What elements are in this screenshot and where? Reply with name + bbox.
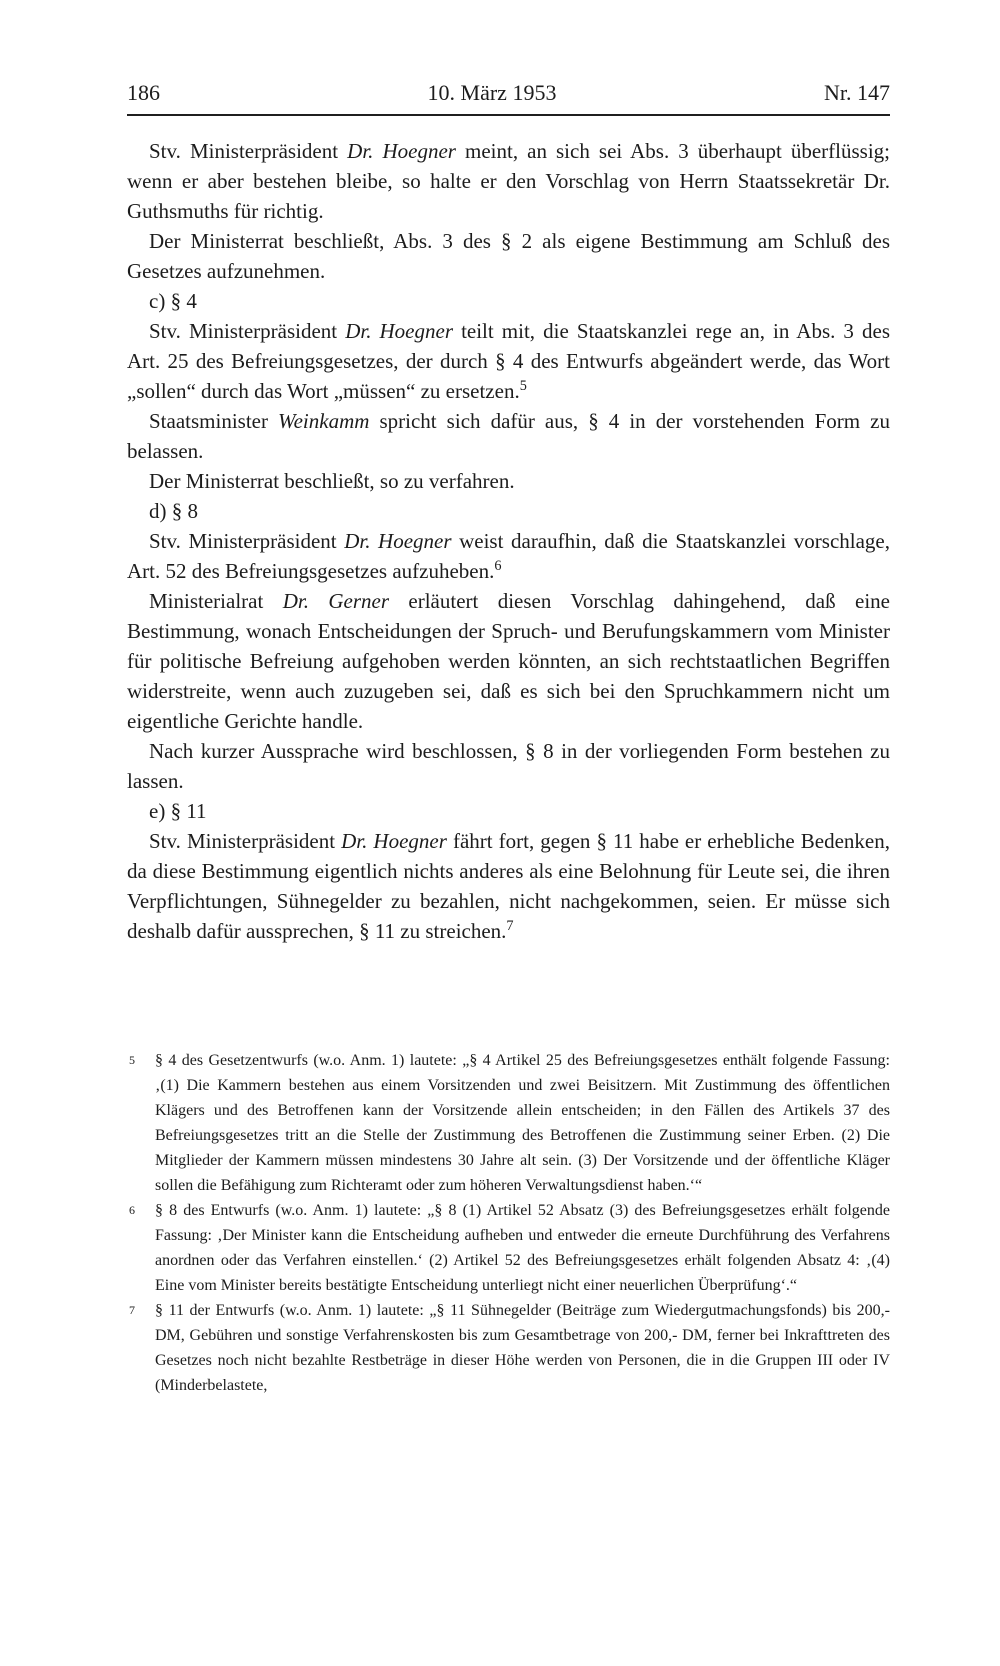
paragraph-text: Stv. Ministerpräsident (149, 139, 348, 163)
section-heading-d (127, 496, 890, 526)
paragraph-text: Stv. Ministerpräsident (149, 829, 342, 853)
paragraph-text: Stv. Ministerpräsident (149, 529, 345, 553)
footnote-5 (127, 1048, 890, 1198)
speaker-name: Dr. Hoegner (344, 529, 452, 553)
paragraph-text: Der Ministerrat beschließt, so zu verfahren. (149, 469, 515, 493)
paragraph-text: Nach kurzer Aussprache wird beschlossen, § 8 in der vorliegenden Form bestehen zu lassen. (127, 739, 890, 793)
paragraph (127, 466, 890, 496)
header-date: 10. März 1953 (427, 80, 557, 105)
paragraph-text: Der Ministerrat beschließt, Abs. 3 des § 2 als eigene Bestimmung am Schluß des Gesetzes aufzunehmen. (127, 229, 890, 283)
page-number: 186 (127, 80, 160, 105)
speaker-name: Dr. Hoegner (341, 829, 447, 853)
paragraph-text: weist daraufhin, daß die Staatskanzlei vorschlage, Art. 52 des Befreiungsgesetzes aufzuheben. (127, 529, 890, 583)
paragraph-text: spricht sich dafür aus, § 4 in der vorstehenden Form zu belassen. (127, 409, 890, 463)
paragraph-text: Staatsminister (149, 409, 279, 433)
footnote-ref-7: 7 (506, 918, 514, 934)
header-rule (127, 114, 890, 116)
section-heading-e (127, 796, 890, 826)
paragraph-text: erläutert diesen Vorschlag dahingehend, daß eine Bestimmung, wonach Entscheidungen der Spruch- und Berufungskammern vom Minister für politische Befreiung aufgehoben werden könnten, an sich rechtstaatlichen Begriffen widerstreite, wenn auch zuzugeben sei, daß es sich bei den Spruchkammern nicht um eigentliche Gerichte handle. (127, 589, 890, 733)
paragraph-text: fährt fort, gegen § 11 habe er erhebliche Bedenken, da diese Bestimmung eigentlich nichts anderes als eine Belohnung für Leute sei, die ihren Verpflichtungen, Sühnegelder zu bezahlen, nicht nachgekommen, seien. Er müsse sich deshalb dafür aussprechen, § 11 zu streichen. (127, 829, 890, 943)
paragraph (127, 226, 890, 286)
speaker-name: Dr. Gerner (282, 589, 389, 613)
paragraph (127, 586, 890, 736)
speaker-name: Dr. Hoegner (347, 139, 456, 163)
paragraph-text: Stv. Ministerpräsident (149, 319, 346, 343)
speaker-name: Dr. Hoegner (345, 319, 453, 343)
footnote-marker: 5 (129, 1053, 135, 1067)
main-text (127, 136, 890, 946)
paragraph-text: teilt mit, die Staatskanzlei rege an, in Abs. 3 des Art. 25 des Befreiungsgesetzes, der durch § 4 des Entwurfs abgeändert werde, das Wort „sollen“ durch das Wort „müssen“ zu ersetzen. (127, 319, 890, 403)
speaker-name: Weinkamm (278, 409, 370, 433)
paragraph (127, 406, 890, 466)
footnote-marker: 6 (129, 1203, 135, 1217)
section-heading-c (127, 286, 890, 316)
section-heading-text: d) § 8 (149, 499, 198, 523)
footnote-7 (127, 1298, 890, 1398)
header-issue-number: Nr. 147 (823, 80, 890, 105)
paragraph (127, 316, 890, 406)
footnote-text: § 4 des Gesetzentwurfs (w.o. Anm. 1) lautete: „§ 4 Artikel 25 des Befreiungsgesetzes enthält folgende Fassung: ‚(1) Die Kammern bestehen aus einem Vorsitzenden und zwei Beisitzern. Mit Zustimmung des öffentlichen Klägers und des Betroffenen kann der Vorsitzende allein entscheiden; in den Fällen des Artikels 37 des Befreiungsgesetzes tritt an die Stelle der Zustimmung des Betroffenen die Zustimmung seiner Erben. (2) Die Mitglieder der Kammern müssen mindestens 30 Jahre alt sein. (3) Der Vorsitzende und der öffentliche Kläger sollen die Befähigung zum Richteramt oder zum höheren Verwaltungsdienst haben.‘“ (155, 1052, 890, 1194)
footnote-ref-6: 6 (494, 558, 502, 574)
page-header (127, 80, 890, 106)
paragraph (127, 826, 890, 946)
section-heading-text: e) § 11 (149, 799, 207, 823)
paragraph-text: meint, an sich sei Abs. 3 überhaupt überflüssig; wenn er aber bestehen bleibe, so halte er den Vorschlag von Herrn Staatssekretär Dr. Guthsmuths für richtig. (127, 139, 890, 223)
footnotes-block (127, 1048, 890, 1398)
paragraph-text: Ministerialrat (149, 589, 283, 613)
section-heading-text: c) § 4 (149, 289, 197, 313)
footnote-marker: 7 (129, 1303, 135, 1317)
footnote-6 (127, 1198, 890, 1298)
paragraph (127, 526, 890, 586)
footnote-ref-5: 5 (519, 378, 527, 394)
footnote-text: § 8 des Entwurfs (w.o. Anm. 1) lautete: „§ 8 (1) Artikel 52 Absatz (3) des Befreiungsgesetzes erhält folgende Fassung: ‚Der Minister kann die Entscheidung aufheben und entweder die erneute Durchführung des Verfahrens anordnen oder das Verfahren einstellen.‘ (2) Artikel 52 des Befreiungsgesetzes erhält folgenden Absatz 4: ‚(4) Eine vom Minister bereits bestätigte Entscheidung unterliegt nicht einer neuerlichen Überprüfung‘.“ (155, 1202, 890, 1294)
paragraph (127, 736, 890, 796)
footnote-text: § 11 der Entwurfs (w.o. Anm. 1) lautete: „§ 11 Sühnegelder (Beiträge zum Wiedergutmachungsfonds) bis 200,- DM, Gebühren und sonstige Verfahrenskosten bis zum Gesamtbetrage von 200,- DM, ferner bei Inkrafttreten des Gesetzes noch nicht bezahlte Restbeträge in dieser Höhe werden von Personen, die in die Gruppen III oder IV (Minderbelastete, (155, 1302, 890, 1394)
paragraph (127, 136, 890, 226)
